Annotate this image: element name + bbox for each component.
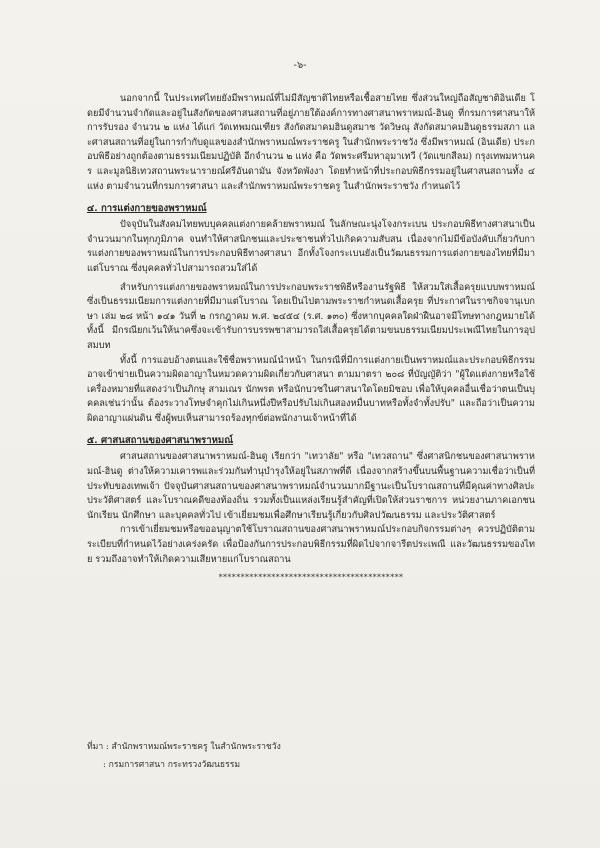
section-5-paragraph-2: การเข้าเยี่ยมชมหรือขออนุญาตใช้โบราณสถานของศาสนาพราหมณ์ประกอบกิจกรรมต่างๆ ควรปฏิบัติตามระเบียบที่กำหนดไว้อย่างเคร่งครัด เพื่อป้องกันการประกอบพิธีกรรมที่ผิดไปจากจารีตประเพณี และวัฒนธรรมของไทย รวมถึงอาจทำให้เกิดความเสียหายแก่โบราณสถาน bbox=[87, 524, 535, 565]
section-5-paragraph-1: ศาสนสถานของศาสนาพราหมณ์-ฮินดู เรียกว่า "เทวาลัย" หรือ "เทวสถาน" ซึ่งศาสนิกชนของศาสนาพราหมณ์-ฮินดู ต่างให้ความเคารพและร่วมกันทำนุบำรุงให้อยู่ในสภาพที่ดี เนื่องจากสร้างขึ้นบนพื้นฐานความเชื่อว่าเป็นที่ประทับของเทพเจ้า ปัจจุบันศาสนสถานของศาสนาพราหมณ์จำนวนมากมีฐานะเป็นโบราณสถานที่มีคุณค่าทางศิลปะ ประวัติศาสตร์ และโบราณคดีของท้องถิ่น รวมทั้งเป็นแหล่งเรียนรู้สำคัญที่เปิดให้ส่วนราชการ หน่วยงานภาคเอกชน นักเรียน นักศึกษา และบุคคลทั่วไป เข้าเยี่ยมชมเพื่อศึกษาเรียนรู้เกี่ยวกับศิลปวัฒนธรรม และประวัติศาสตร์ bbox=[87, 451, 535, 521]
intro-paragraph: นอกจากนี้ ในประเทศไทยยังมีพราหมณ์ที่ไม่มีสัญชาติไทยหรือเชื้อสายไทย ซึ่งส่วนใหญ่ถือสัญชาติอินเดีย โดยมีจำนวนจำกัดและอยู่ในสังกัดของศาสนสถานที่อยู่ภายใต้องค์การทางศาสนาพราหมณ์-ฮินดู ที่กรมการศาสนาให้การรับรอง จำนวน ๒ แห่ง ได้แก่ วัดเทพมณเฑียร สังกัดสมาคมฮินดูสมาช วัดวิษณุ สังกัดสมาคมฮินดูธรรมสภา และศาสนสถานที่อยู่ในการกำกับดูแลของสำนักพราหมณ์พระราชครู ในสำนักพระราชวัง ซึ่งมีพราหมณ์ (อินเดีย) ประกอบพิธีอย่างถูกต้องตามธรรมเนียมปฏิบัติ อีกจำนวน ๒ แห่ง คือ วัดพระศรีมหาอุมาเทวี (วัดแขกสีลม) กรุงเทพมหานคร และมูลนิธิเทวสถานพระนารายณ์ศรีอันดามัน จังหวัดพังงา โดยทำหน้าที่ประกอบพิธีกรรมอยู่ในศาสนสถานทั้ง ๔ แห่ง ตามจำนวนที่กรมการศาสนา และสำนักพราหมณ์พระราชครู ในสำนักพระราชวัง กำหนดไว้ bbox=[87, 93, 535, 192]
section-4-paragraph-2: สำหรับการแต่งกายของพราหมณ์ในการประกอบพระราชพิธีหรืองานรัฐพิธี ให้สวมใส่เสื้อครุยแบบพราหมณ์ ซึ่งเป็นธรรมเนียมการแต่งกายที่มีมาแต่โบราณ โดยเป็นไปตามพระราชกำหนดเสื้อครุย ที่ประกาศในราชกิจจานุเบกษา เล่ม ๒๘ หน้า ๑๔๑ วันที่ ๒ กรกฎาคม พ.ศ. ๒๔๕๔ (ร.ศ. ๑๓๐) ซึ่งหากบุคคลใดฝ่าฝืนอาจมีโทษทางกฎหมายได้ ทั้งนี้ มีกรณียกเว้นให้นาคซึ่งจะเข้ารับการบรรพชาสามารถใส่เสื้อครุยได้ตามขนบธรรมเนียมประเพณีไทยในการอุปสมบท bbox=[87, 281, 535, 351]
section-divider: ****************************************** bbox=[218, 573, 404, 583]
page-number: -๖- bbox=[293, 60, 307, 71]
section-5-heading: ๕. ศาสนสถานของศาสนาพราหมณ์ bbox=[87, 435, 234, 447]
source-line-2: : กรมการศาสนา กระทรวงวัฒนธรรม bbox=[103, 760, 241, 770]
document-body bbox=[87, 92, 535, 582]
source-label: ที่มา : bbox=[87, 742, 109, 752]
section-4-paragraph-3: ทั้งนี้ การแอบอ้างตนและใช้ชื่อพราหมณ์นำหน้า ในกรณีที่มีการแต่งกายเป็นพราหมณ์และประกอบพิธีกรรม อาจเข้าข่ายเป็นความผิดอาญาในหมวดความผิดเกี่ยวกับศาสนา ตามมาตรา ๒๐๘ ที่บัญญัติว่า "ผู้ใดแต่งกายหรือใช้เครื่องหมายที่แสดงว่าเป็นภิกษุ สามเณร นักพรต หรือนักบวชในศาสนาใดโดยมิชอบ เพื่อให้บุคคลอื่นเชื่อว่าตนเป็นบุคคลเช่นว่านั้น ต้องระวางโทษจำคุกไม่เกินหนึ่งปีหรือปรับไม่เกินสองหมื่นบาทหรือทั้งจำทั้งปรับ" และถือว่าเป็นความผิดอาญาแผ่นดิน ซึ่งผู้พบเห็นสามารถร้องทุกข์ต่อพนักงานเจ้าหน้าที่ได้ bbox=[87, 354, 535, 424]
section-4-paragraph-1: ปัจจุบันในสังคมไทยพบบุคคลแต่งกายคล้ายพราหมณ์ ในลักษณะนุ่งโจงกระเบน ประกอบพิธีทางศาสนาเป็นจำนวนมากในทุกภูมิภาค จนทำให้ศาสนิกชนและประชาชนทั่วไปเกิดความสับสน เนื่องจากไม่มีข้อบังคับเกี่ยวกับการแต่งกายของพราหมณ์ในการประกอบพิธีทางศาสนา อีกทั้งโจงกระเบนยังเป็นวัฒนธรรมการแต่งกายของไทยที่มีมาแต่โบราณ ซึ่งบุคคลทั่วไปสามารถสวมใส่ได้ bbox=[87, 219, 535, 274]
source-line-1: สำนักพราหมณ์พระราชครู ในสำนักพระราชวัง bbox=[111, 742, 281, 752]
source-footer bbox=[87, 738, 535, 774]
section-4-heading: ๔. การแต่งกายของพราหมณ์ bbox=[87, 203, 207, 215]
